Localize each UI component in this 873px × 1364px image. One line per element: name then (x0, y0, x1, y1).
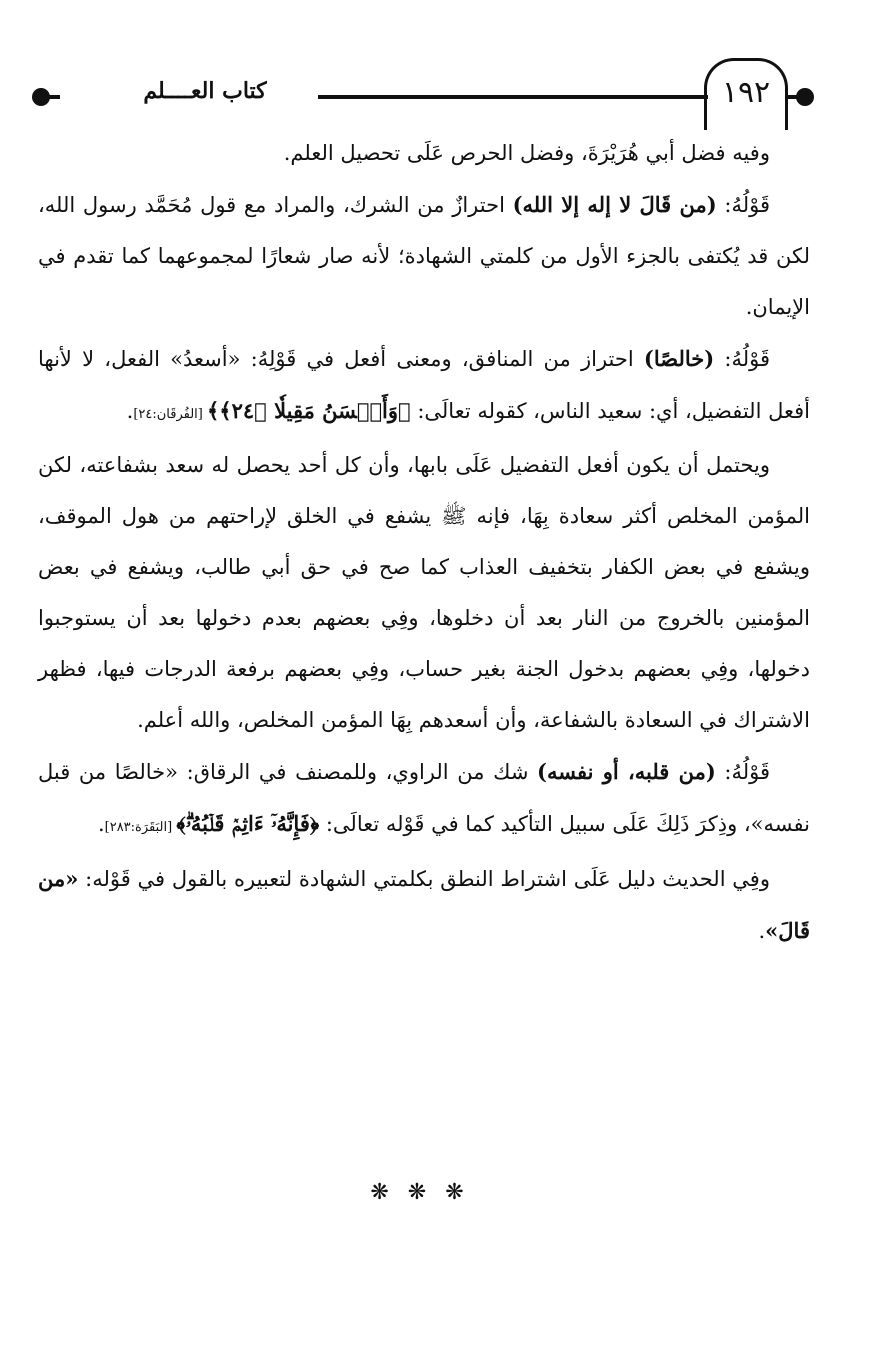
paragraph-text-end: . (758, 919, 766, 943)
paragraph (38, 440, 810, 746)
paragraph-text: احتراز من المنافق، ومعنى أفعل في قَوْلِهُ: «أسعدُ» الفعل، لا لأنها أفعل التفضيل، أي: سعيد الناس، كقوله تعالَى: (38, 347, 810, 423)
paragraph-lead: قَوْلُهُ: (714, 347, 770, 371)
paragraph-lead: قَوْلُهُ: (716, 193, 771, 217)
paragraph-text-end: . (97, 812, 105, 836)
quoted-term: «من قَالَ» (38, 866, 810, 943)
verse-reference: [البَقَرَة:٢٨٣] (104, 820, 177, 835)
paragraph (38, 746, 810, 853)
paragraph (38, 128, 810, 179)
quran-verse: ﴿وَأَحۡسَنُ مَقِيلٗا ﴿٢٤﴾﴾ (207, 398, 411, 423)
page-body (38, 128, 810, 957)
quoted-term: (من قَالَ لا إله إلا الله) (512, 192, 717, 217)
verse-reference: [الفُرقَان:٢٤] (133, 407, 207, 422)
paragraph-lead: قَوْلُهُ: (715, 760, 770, 784)
quoted-term: (خالصًا) (643, 346, 715, 371)
paragraph-text: احترازٌ من الشرك، والمراد مع قول مُحَمَّد رسول الله، لكن قد يُكتفى بالجزء الأول من كلمتي الشهادة؛ لأنه صار شعارًا لمجموعهما كما تقدم في الإيمان. (38, 193, 810, 319)
header-rule (318, 95, 708, 99)
paragraph-text-end: . (126, 399, 134, 423)
book-title: كتاب العــــلم (143, 78, 267, 104)
page-header (0, 0, 873, 130)
quoted-term: (من قلبه، أو نفسه) (537, 759, 716, 784)
header-rule-left (46, 95, 60, 99)
paragraph (38, 179, 810, 333)
section-end-ornament: ❋ ❋ ❋ (370, 1180, 470, 1205)
paragraph-text: وفيه فضل أبي هُرَيْرَةَ، وفضل الحرص عَلَى تحصيل العلم. (283, 141, 770, 165)
paragraph-text: شك من الراوي، وللمصنف في الرقاق: «خالصًا من قبل نفسه»، وذِكرَ ذَلِكَ عَلَى سبيل التأكيد كما في قَوْله تعالَى: (38, 760, 810, 836)
paragraph (38, 333, 810, 440)
paragraph-text: وفِي الحديث دليل عَلَى اشتراط النطق بكلمتي الشهادة لتعبيره بالقول في قَوْله: (78, 867, 770, 891)
quran-verse: ﴿فَإِنَّهُۥٓ ءَاثِمٞ قَلۡبُهُۥۗ﴾ (176, 811, 320, 836)
page-number: ١٩٢ (704, 58, 788, 130)
header-ornament-right (796, 88, 814, 106)
paragraph-text: ويحتمل أن يكون أفعل التفضيل عَلَى بابها، وأن كل أحد يحصل له سعد بشفاعته، لكن المؤمن المخلص أكثر سعادة بِهَا، فإنه ﷺ يشفع في الخلق لإراحتهم من هول الموقف، ويشفع في بعض الكفار بتخفيف العذاب كما صح في حق أبي طالب، ويشفع في بعض المؤمنين بالخروج من النار بعد أن دخلوها، وفِي بعضهم بعدم دخولها بعد أن يستوجبوا دخولها، وفِي بعضهم بدخول الجنة بغير حساب، وفِي بعضهم برفعة الدرجات فيها، فظهر الاشتراك في السعادة بالشفاعة، وأن أسعدهم بِهَا المؤمن المخلص، والله أعلم. (38, 453, 810, 732)
paragraph (38, 853, 810, 957)
